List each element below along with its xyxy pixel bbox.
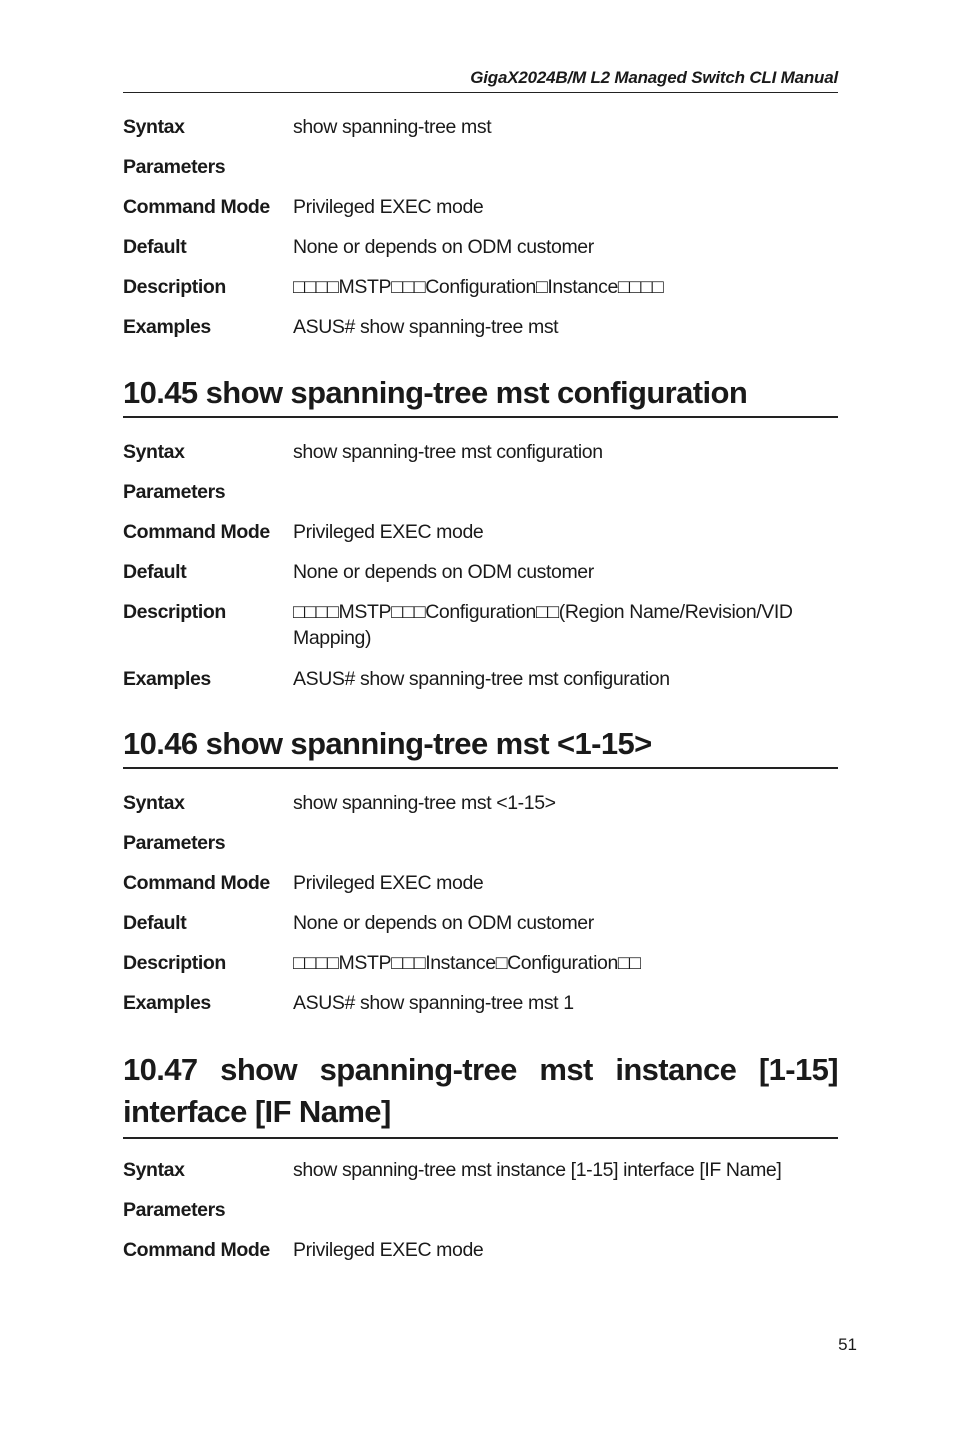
command-block-mst (123, 114, 838, 354)
command-block-10-45 (123, 439, 838, 706)
examples-label: Examples (123, 316, 211, 338)
command-mode-value: Privileged EXEC mode (293, 1239, 484, 1261)
parameters-label: Parameters (123, 832, 226, 854)
command-mode-row (123, 1237, 838, 1277)
syntax-row (123, 790, 838, 830)
command-mode-label: Command Mode (123, 196, 270, 218)
command-block-10-47 (123, 1157, 838, 1277)
syntax-label: Syntax (123, 1159, 185, 1181)
description-label: Description (123, 601, 226, 623)
examples-value: ASUS# show spanning-tree mst configuration (293, 668, 670, 690)
section-heading-10-46: 10.46 show spanning-tree mst <1-15> (123, 725, 838, 769)
syntax-label: Syntax (123, 792, 185, 814)
command-mode-value: Privileged EXEC mode (293, 872, 484, 894)
command-mode-label: Command Mode (123, 1239, 270, 1261)
examples-row (123, 314, 838, 354)
parameters-label: Parameters (123, 156, 226, 178)
default-label: Default (123, 236, 187, 258)
examples-value: ASUS# show spanning-tree mst 1 (293, 992, 574, 1014)
examples-row (123, 990, 838, 1030)
default-row (123, 910, 838, 950)
default-label: Default (123, 561, 187, 583)
default-value: None or depends on ODM customer (293, 912, 594, 934)
examples-label: Examples (123, 992, 211, 1014)
syntax-value: show spanning-tree mst configuration (293, 441, 603, 463)
syntax-value: show spanning-tree mst <1-15> (293, 792, 556, 814)
default-row (123, 234, 838, 274)
description-row (123, 599, 838, 666)
syntax-value: show spanning-tree mst (293, 116, 492, 138)
section-heading-10-45: 10.45 show spanning-tree mst configuration (123, 374, 838, 418)
section-heading-10-47: 10.47 show spanning-tree mst instance [1-15] interface [IF Name] (123, 1049, 838, 1139)
syntax-label: Syntax (123, 116, 185, 138)
description-row (123, 950, 838, 990)
parameters-label: Parameters (123, 1199, 226, 1221)
command-mode-label: Command Mode (123, 521, 270, 543)
examples-label: Examples (123, 668, 211, 690)
command-mode-label: Command Mode (123, 872, 270, 894)
syntax-row (123, 439, 838, 479)
examples-value: ASUS# show spanning-tree mst (293, 316, 559, 338)
command-mode-value: Privileged EXEC mode (293, 196, 484, 218)
examples-row (123, 666, 838, 706)
command-mode-row (123, 870, 838, 910)
syntax-row (123, 114, 838, 154)
description-value: □□□□MSTP□□□Instance□Configuration□□ (293, 952, 641, 974)
description-value: □□□□MSTP□□□Configuration□□(Region Name/Revision/VID Mapping) (293, 601, 793, 649)
description-value: □□□□MSTP□□□Configuration□Instance□□□□ (293, 276, 664, 298)
page-number: 51 (838, 1335, 857, 1354)
command-mode-row (123, 194, 838, 234)
default-row (123, 559, 838, 599)
syntax-label: Syntax (123, 441, 185, 463)
parameters-label: Parameters (123, 481, 226, 503)
description-label: Description (123, 276, 226, 298)
parameters-row (123, 1197, 838, 1237)
default-value: None or depends on ODM customer (293, 561, 594, 583)
description-row (123, 274, 838, 314)
syntax-row (123, 1157, 838, 1197)
parameters-row (123, 479, 838, 519)
syntax-value: show spanning-tree mst instance [1-15] interface [IF Name] (293, 1159, 782, 1181)
command-mode-value: Privileged EXEC mode (293, 521, 484, 543)
running-header: GigaX2024B/M L2 Managed Switch CLI Manual (123, 68, 838, 93)
default-label: Default (123, 912, 187, 934)
description-label: Description (123, 952, 226, 974)
default-value: None or depends on ODM customer (293, 236, 594, 258)
parameters-row (123, 154, 838, 194)
command-mode-row (123, 519, 838, 559)
parameters-row (123, 830, 838, 870)
command-block-10-46 (123, 790, 838, 1030)
